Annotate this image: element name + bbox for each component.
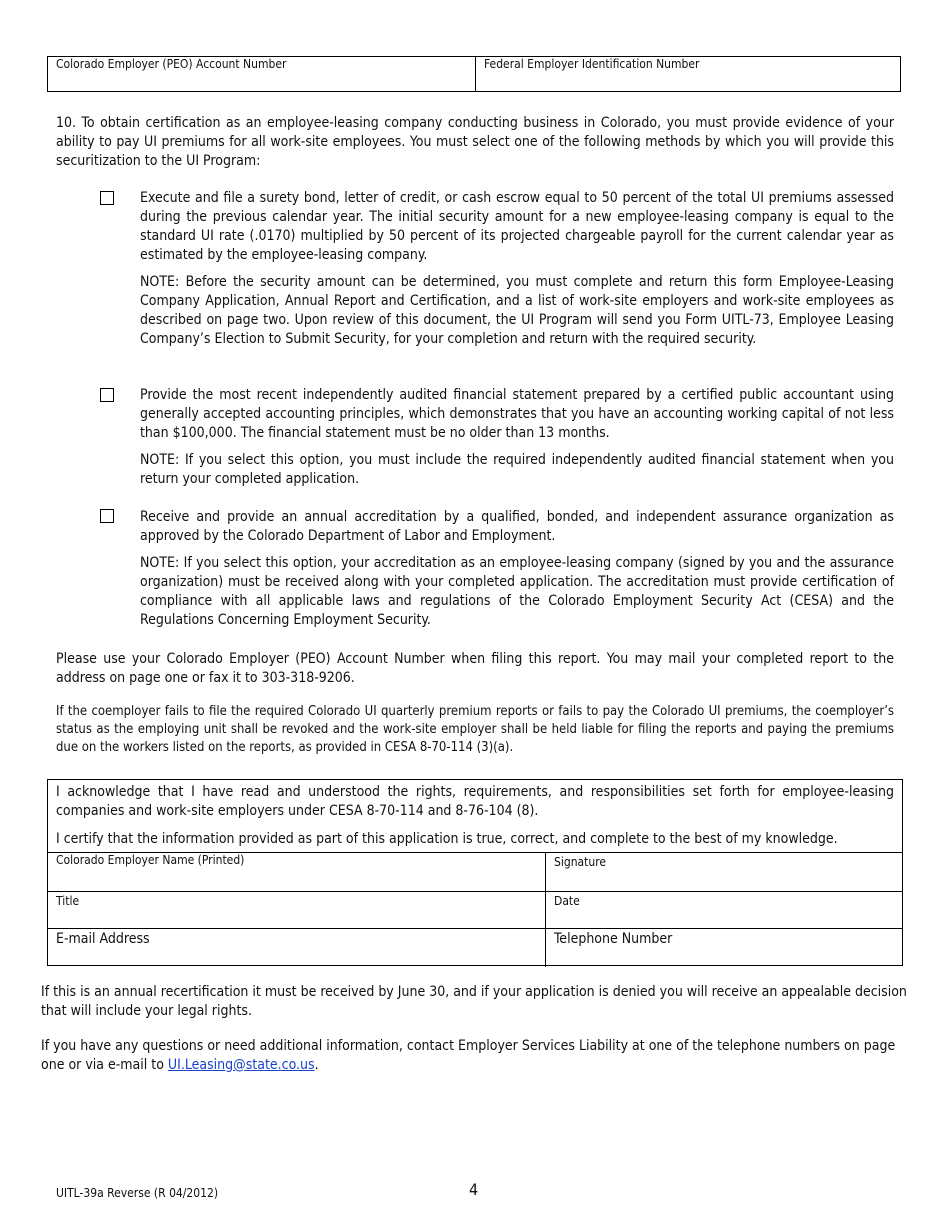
account-id-box xyxy=(47,56,901,92)
certify-text: I certify that the information provided as part of this application is true, correct, and complete to the best of my knowledge. xyxy=(56,831,838,847)
signature-row-2 xyxy=(48,892,902,929)
signature-grid xyxy=(48,852,902,967)
form-id: UITL-39a Reverse (R 04/2012) xyxy=(56,1186,219,1200)
employer-name-label: Colorado Employer Name (Printed) xyxy=(56,853,245,867)
title-label: Title xyxy=(56,894,80,908)
contact-prefix: If you have any questions or need additional information, contact Employer Services Liability at one of the telephone numbers on page one or via e-mail to xyxy=(41,1038,896,1073)
date-label: Date xyxy=(554,894,580,908)
option-surety-bond-note: NOTE: Before the security amount can be determined, you must complete and return this form Employee-Leasing Company Application, Annual Report and Certification, and a list of work-site employers and work-site employees as described on page two. Upon review of this document, the UI Program will send you Form UITL-73, Employee Leasing Company’s Election to Submit Security, for your completion and return with the required security. xyxy=(140,274,894,347)
option-accreditation-text: Receive and provide an annual accreditation by a qualified, bonded, and independent assurance organization as approved by the Colorado Department of Labor and Employment. xyxy=(140,509,894,544)
option-surety-bond-checkbox[interactable] xyxy=(100,191,114,205)
signature-field[interactable] xyxy=(546,853,902,891)
date-field[interactable] xyxy=(546,892,902,928)
employer-account-number-label: Colorado Employer (PEO) Account Number xyxy=(56,57,287,71)
option-financial-statement-checkbox[interactable] xyxy=(100,388,114,402)
title-field[interactable] xyxy=(48,892,546,928)
signature-row-1 xyxy=(48,853,902,892)
coemployer-paragraph: If the coemployer fails to file the required Colorado UI quarterly premium reports or fails to pay the Colorado UI premiums, the coemployer’s status as the employing unit shall be revoked and the work-site employer shall be held liable for filing the reports and paying the premiums due on the workers listed on the reports, as provided in CESA 8-70-114 (3)(a). xyxy=(56,704,894,755)
contact-suffix: . xyxy=(314,1057,319,1073)
option-surety-bond-text: Execute and file a surety bond, letter of credit, or cash escrow equal to 50 percent of the total UI premiums assessed during the previous calendar year. The initial security amount for a new employee-leasing company is equal to the standard UI rate (.0170) multiplied by 50 percent of its projected chargeable payroll for the current calendar year as estimated by the employee-leasing company. xyxy=(140,190,894,263)
acknowledgement-text: I acknowledge that I have read and understood the rights, requirements, and responsibilities set forth for employee-leasing companies and work-site employers under CESA 8-70-114 and 8-76-104 (8). xyxy=(56,784,894,819)
email-field[interactable] xyxy=(48,929,546,967)
fein-field[interactable] xyxy=(476,57,902,91)
option-financial-statement-note: NOTE: If you select this option, you must include the required independently audited financial statement when you return your completed application. xyxy=(140,452,894,487)
option-accreditation-note: NOTE: If you select this option, your accreditation as an employee-leasing company (signed by you and the assurance organization) must be received along with your completed application. The accreditation must provide certification of compliance with all applicable laws and regulations of the Colorado Employment Security Act (CESA) and the Regulations Concerning Employment Security. xyxy=(140,555,894,628)
section-10-intro: 10. To obtain certification as an employee-leasing company conducting business in Colorado, you must provide evidence of your ability to pay UI premiums for all work-site employees. You must select one of the following methods by which you will provide this securitization to the UI Program: xyxy=(56,115,894,169)
contact-email-link[interactable]: UI.Leasing@state.co.us xyxy=(167,1057,315,1073)
page-number: 4 xyxy=(469,1180,479,1199)
account-number-paragraph: Please use your Colorado Employer (PEO) Account Number when filing this report. You may mail your completed report to the address on page one or fax it to 303-318-9206. xyxy=(56,651,894,686)
employer-name-field[interactable] xyxy=(48,853,546,891)
email-label: E-mail Address xyxy=(56,931,150,947)
telephone-label: Telephone Number xyxy=(554,931,673,947)
employer-account-number-field[interactable] xyxy=(48,57,476,91)
certification-box xyxy=(47,779,903,966)
option-accreditation-checkbox[interactable] xyxy=(100,509,114,523)
recertification-note: If this is an annual recertification it must be received by June 30, and if your application is denied you will receive an appealable decision that will include your legal rights. xyxy=(41,984,907,1019)
fein-label: Federal Employer Identification Number xyxy=(484,57,700,71)
signature-label: Signature xyxy=(554,855,607,869)
option-financial-statement-text: Provide the most recent independently audited financial statement prepared by a certified public accountant using generally accepted accounting principles, which demonstrates that you have an accounting working capital of not less than $100,000. The financial statement must be no older than 13 months. xyxy=(140,387,894,441)
telephone-field[interactable] xyxy=(546,929,902,967)
contact-note xyxy=(41,1037,911,1075)
signature-row-3 xyxy=(48,929,902,967)
